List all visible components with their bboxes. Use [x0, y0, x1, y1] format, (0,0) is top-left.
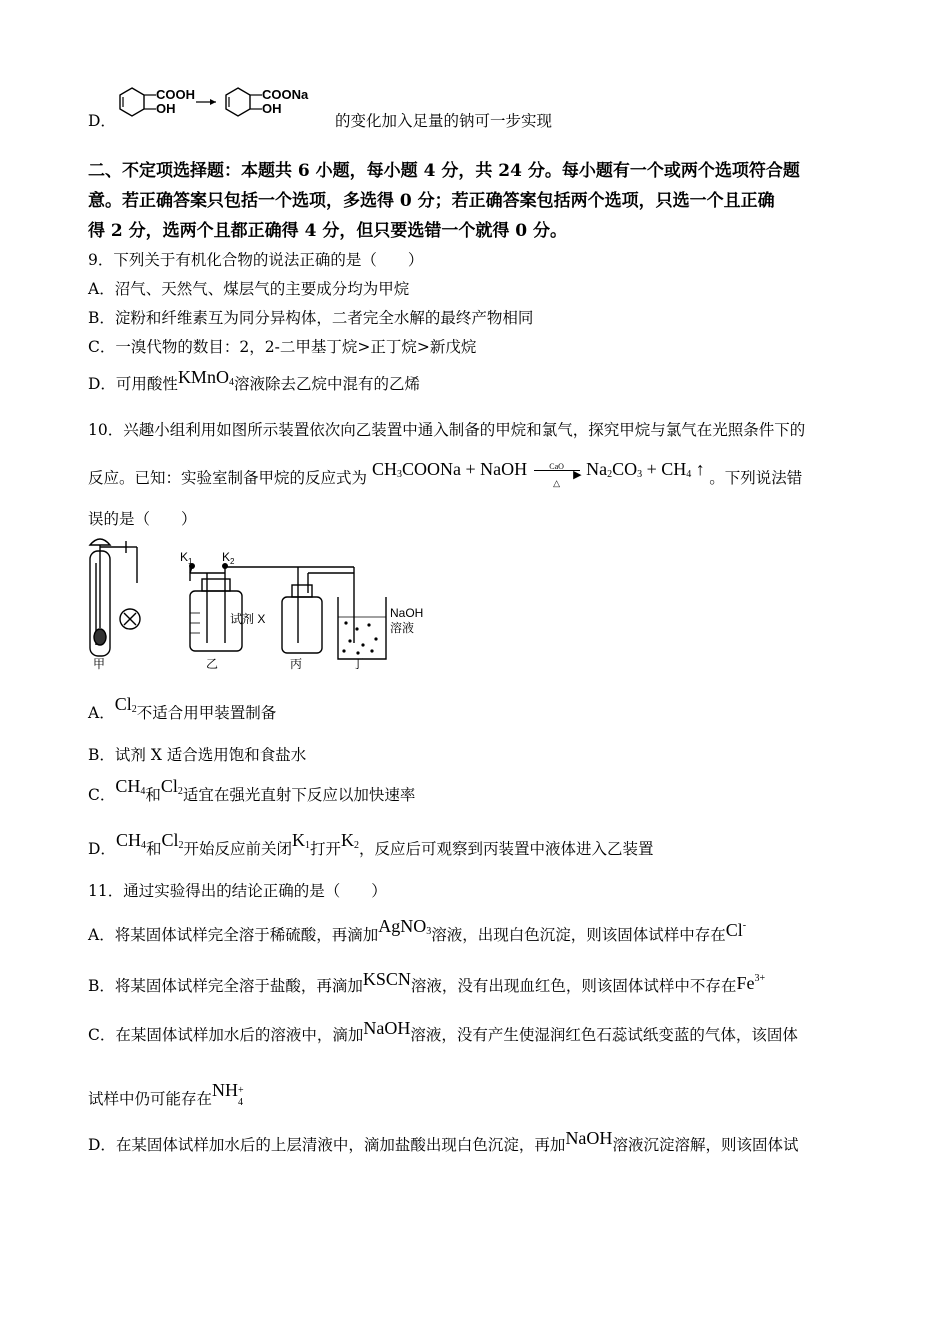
q10-d-ch4: $CH_4$	[115, 830, 146, 851]
q11-d-naoh: NaOH	[565, 1128, 613, 1148]
fig-solution: 溶液	[390, 621, 415, 635]
q11-c-nh4-ion: NH + 4	[212, 1080, 244, 1108]
q10-d-k1: $K_1$	[292, 830, 310, 851]
q9-d-part1: D．可用酸性	[88, 375, 178, 393]
q9-d-formula: KMnO$_4$	[177, 367, 234, 388]
q9-option-b: B．淀粉和纤维素互为同分异构体，二者完全水解的最终产物相同	[88, 309, 534, 327]
apparatus-figure	[82, 533, 442, 673]
q10-option-c: C．$CH_4$和$Cl_2$适宜在强光直射下反应以加快速率	[88, 776, 416, 804]
struct-b-bottom: OH	[262, 101, 282, 116]
q10-option-d: D．$CH_4$和$Cl_2$开始反应前关闭$K_1$打开$K_2$，反应后可观察到丙装置中液体进入乙装置	[88, 830, 654, 858]
fig-label-jia: 甲	[93, 657, 106, 671]
reaction-arrow: CaO ▶ △	[532, 462, 582, 480]
q10-option-b: B．试剂 X 适合选用饱和食盐水	[88, 746, 307, 764]
q11-c-naoh: NaOH	[363, 1018, 411, 1038]
q9-option-d	[88, 367, 420, 400]
q9-stem: 9．下列关于有机化合物的说法正确的是（ ）	[88, 251, 424, 269]
q10-stem-part2: 。下列说法错	[709, 469, 803, 487]
struct-b-top: COONa	[262, 87, 309, 102]
fig-naoh: NaOH	[390, 606, 424, 620]
q9-c-part1: C．一溴代物的数目：2，2-二甲基丁烷	[88, 338, 358, 356]
q10-stem-line3: 误的是（ ）	[88, 510, 197, 528]
struct-a-bottom: OH	[156, 101, 176, 116]
section2-line3: 得 2 分，选两个且都正确得 4 分，但只要选错一个就得 0 分。	[88, 221, 567, 241]
q8-option-d-label: D．	[88, 112, 116, 130]
q10-c-ch4: $CH_4$	[115, 776, 146, 797]
fig-label-yi: 乙	[206, 657, 219, 671]
fig-k1: $K_1$	[180, 550, 193, 566]
q10-d-k2: $K_2$	[341, 830, 360, 851]
q11-a-agno3: AgNO$_3$	[378, 916, 432, 937]
q8-option-d-text: 的变化加入足量的钠可一步实现	[335, 112, 553, 130]
q10-d-cl2: $Cl_2$	[161, 830, 184, 851]
section2-line1: 二、不定项选择题：本题共 6 小题，每小题 4 分，共 24 分。每小题有一个或两个选项符合题	[88, 161, 800, 181]
fig-k2: $K_2$	[222, 550, 235, 566]
q11-stem: 11．通过实验得出的结论正确的是（ ）	[88, 882, 387, 900]
q10-a-formula: $Cl_2$	[114, 694, 137, 715]
q11-a-cl-ion: Cl-	[725, 920, 747, 940]
q9-c-part3: 新戊烷	[429, 338, 477, 356]
q11-option-c: C．在某固体试样加水后的溶液中，滴加NaOH溶液，没有产生使湿润红色石蕊试纸变蓝的气体，该固体	[88, 1018, 798, 1044]
q9-d-part2: 溶液除去乙烷中混有的乙烯	[233, 375, 420, 393]
q10-stem-line1: 10．兴趣小组利用如图所示装置依次向乙装置中通入制备的甲烷和氯气，探究甲烷与氯气在光照条件下的	[88, 421, 806, 439]
q8-structure-diagram	[110, 78, 335, 130]
q10-c-cl2: $Cl_2$	[160, 776, 183, 797]
q11-b-kscn: KSCN	[362, 969, 411, 989]
q9-c-gt2: >	[416, 338, 430, 356]
q10-option-a: A．$Cl_2$不适合用甲装置制备	[88, 694, 277, 722]
methane-equation: $CH_3COONa$ + NaOH CaO ▶ △ $Na_2CO_3 + CH_4$ ↑	[371, 459, 705, 488]
fig-label-bing: 丙	[290, 657, 303, 671]
q11-option-a: A．将某固体试样完全溶于稀硫酸，再滴加AgNO$_3$溶液，出现白色沉淀，则该固体试样中存在Cl-	[88, 916, 747, 944]
q11-option-b: B．将某固体试样完全溶于盐酸，再滴加KSCN溶液，没有出现血红色，则该固体试样中不存在$Fe^{3+}$	[88, 969, 766, 995]
fig-reagent-x: 试剂 X	[230, 612, 266, 626]
q10-stem-line2	[88, 459, 803, 494]
struct-a-top: COOH	[156, 87, 195, 102]
fig-label-ding: 丁	[352, 657, 365, 671]
q9-c-part2: 正丁烷	[370, 338, 417, 356]
q9-option-c	[88, 336, 476, 358]
section2-line2: 意。若正确答案只包括一个选项，多选得 0 分；若正确答案包括两个选项，只选一个且正确	[88, 191, 775, 211]
q9-option-a: A．沼气、天然气、煤层气的主要成分均为甲烷	[88, 280, 410, 298]
q11-b-fe-ion: $Fe^{3+}$	[736, 973, 766, 993]
q10-stem-part1: 反应。已知：实验室制备甲烷的反应式为	[88, 469, 368, 487]
q11-option-c-line2: 试样中仍可能存在NH + 4	[88, 1087, 246, 1110]
q11-option-d: D．在某固体试样加水后的上层清液中，滴加盐酸出现白色沉淀，再加NaOH溶液沉淀溶解，则该固体试	[88, 1128, 799, 1154]
q9-c-gt1: >	[357, 338, 371, 356]
